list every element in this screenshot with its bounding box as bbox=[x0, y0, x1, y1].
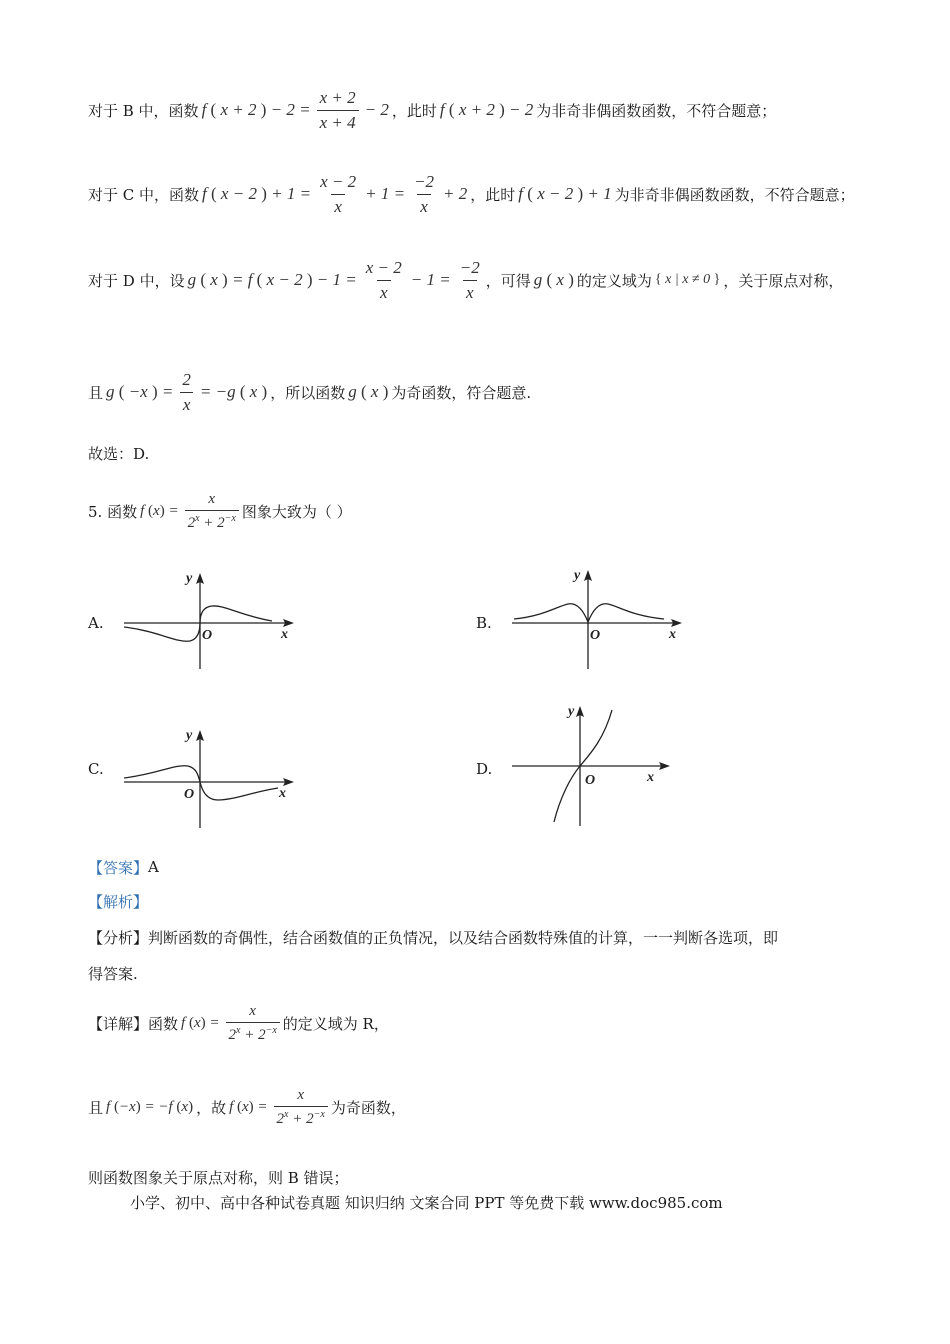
option-c-label: C. bbox=[88, 760, 104, 778]
text: ，此时 bbox=[470, 185, 516, 204]
y-axis-label: y bbox=[186, 571, 193, 586]
line-option-b bbox=[88, 88, 776, 132]
graph-option-b bbox=[506, 562, 696, 672]
formula: g ( −x ) = bbox=[106, 382, 174, 401]
answer-tag: 【答案】 bbox=[88, 858, 149, 877]
origin-label: O bbox=[202, 628, 213, 643]
analysis-tag: 【解析】 bbox=[88, 892, 149, 911]
y-axis-label: y bbox=[574, 568, 581, 583]
formula: f ( x − 2 ) + 1 bbox=[518, 184, 612, 203]
formula: { x | x ≠ 0 } bbox=[654, 272, 721, 287]
answer-value: A bbox=[148, 858, 159, 876]
text: 对于 C 中，函数 bbox=[88, 185, 200, 204]
option-d-label: D. bbox=[476, 760, 493, 778]
text: ，此时 bbox=[391, 101, 437, 120]
line-option-d bbox=[88, 258, 843, 302]
text: 故选：D. bbox=[88, 444, 150, 463]
text: ，关于原点对称， bbox=[723, 271, 844, 290]
fenxi-line-2 bbox=[88, 962, 138, 984]
graph-option-a bbox=[118, 565, 308, 675]
fraction: $\frac{x - 2}{x}$ bbox=[365, 257, 402, 302]
fraction: $\frac{x}{2^x + 2^{-x}}$ bbox=[274, 1087, 328, 1128]
text: 5. 函数 bbox=[88, 502, 138, 521]
page-footer: 小学、初中、高中各种试卷真题 知识归纳 文案合同 PPT 等免费下载 www.doc985.com bbox=[130, 1194, 723, 1212]
text: 为奇函数， bbox=[330, 1098, 406, 1117]
fraction: $\frac{x - 2}{x}$ bbox=[320, 171, 357, 216]
text: 为非奇非偶函数函数，不符合题意； bbox=[614, 185, 855, 204]
y-axis-label: y bbox=[186, 728, 193, 743]
x-axis-label: x bbox=[279, 786, 286, 801]
formula: g ( x ) bbox=[348, 382, 389, 401]
xiangjie-tag: 【详解】 bbox=[88, 1014, 149, 1033]
x-axis-label: x bbox=[669, 627, 676, 642]
formula: + 1 = bbox=[365, 184, 406, 203]
formula: f ( x − 2 ) + 1 = bbox=[202, 184, 312, 203]
text: 且 bbox=[88, 1098, 104, 1117]
formula: f ( x + 2 ) − 2 bbox=[439, 100, 534, 119]
xiangjie-line bbox=[88, 1000, 389, 1046]
formula: f ( x + 2 ) − 2 = bbox=[201, 100, 311, 119]
fraction: $\frac{x + 2}{x + 4}$ bbox=[317, 88, 359, 133]
text: 函数 bbox=[148, 1014, 179, 1033]
x-axis-label: x bbox=[281, 627, 288, 642]
formula: f (x) = bbox=[140, 502, 179, 519]
text: ，故 bbox=[196, 1098, 227, 1117]
text: 的定义域为 R， bbox=[282, 1014, 389, 1033]
text: 得答案. bbox=[88, 964, 138, 983]
option-b-label: B. bbox=[476, 614, 492, 632]
formula: f (x) = bbox=[229, 1098, 268, 1115]
fraction: $\frac{x}{2^x + 2^{-x}}$ bbox=[226, 1003, 280, 1044]
formula: f (x) = bbox=[181, 1014, 220, 1031]
line-qie bbox=[88, 370, 531, 414]
last-line bbox=[88, 1166, 349, 1188]
origin-label: O bbox=[585, 773, 596, 788]
text: 为非奇非偶函数函数，不符合题意； bbox=[536, 101, 777, 120]
answer-line bbox=[88, 856, 159, 878]
formula: g ( x ) = f ( x − 2 ) − 1 = bbox=[187, 270, 357, 289]
option-a-label: A. bbox=[88, 614, 104, 632]
formula: = −g ( x ) bbox=[199, 382, 268, 401]
formula: − 2 bbox=[364, 100, 389, 119]
fraction: $\frac{2}{x}$ bbox=[179, 370, 194, 415]
question-5 bbox=[88, 488, 352, 534]
fenxi-tag: 【分析】 bbox=[88, 928, 149, 947]
fraction: $\frac{-2}{x}$ bbox=[459, 257, 480, 302]
fenxi-line-1 bbox=[88, 926, 778, 948]
graph-option-d bbox=[506, 698, 696, 828]
line-option-c bbox=[88, 172, 855, 216]
text: 则函数图象关于原点对称，则 B 错误； bbox=[88, 1168, 349, 1187]
text: 图象大致为（ ） bbox=[241, 502, 352, 521]
text: 且 bbox=[88, 383, 104, 402]
text: 的定义域为 bbox=[576, 271, 652, 290]
fraction: $\frac{x}{2^x + 2^{-x}}$ bbox=[185, 491, 239, 532]
origin-label: O bbox=[590, 628, 601, 643]
formula: g ( x ) bbox=[533, 270, 574, 289]
formula: − 1 = bbox=[410, 270, 451, 289]
text: 对于 D 中，设 bbox=[88, 271, 185, 290]
fraction: $\frac{-2}{x}$ bbox=[414, 171, 435, 216]
y-axis-label: y bbox=[568, 704, 575, 719]
text: 判断函数的奇偶性，结合函数值的正负情况，以及结合函数特殊值的计算，一一判断各选项，即 bbox=[148, 928, 779, 947]
formula: f (−x) = −f (x) bbox=[106, 1098, 194, 1115]
text: 为奇函数，符合题意. bbox=[391, 383, 532, 402]
choose-line bbox=[88, 442, 149, 464]
x-axis-label: x bbox=[647, 770, 654, 785]
graph-option-c bbox=[118, 722, 308, 832]
text: 对于 B 中，函数 bbox=[88, 101, 199, 120]
origin-label: O bbox=[184, 787, 195, 802]
text: ，可得 bbox=[485, 271, 531, 290]
analysis-tag-line bbox=[88, 890, 148, 912]
text: ，所以函数 bbox=[270, 383, 346, 402]
odd-function-line bbox=[88, 1084, 406, 1130]
formula: + 2 bbox=[443, 184, 468, 203]
